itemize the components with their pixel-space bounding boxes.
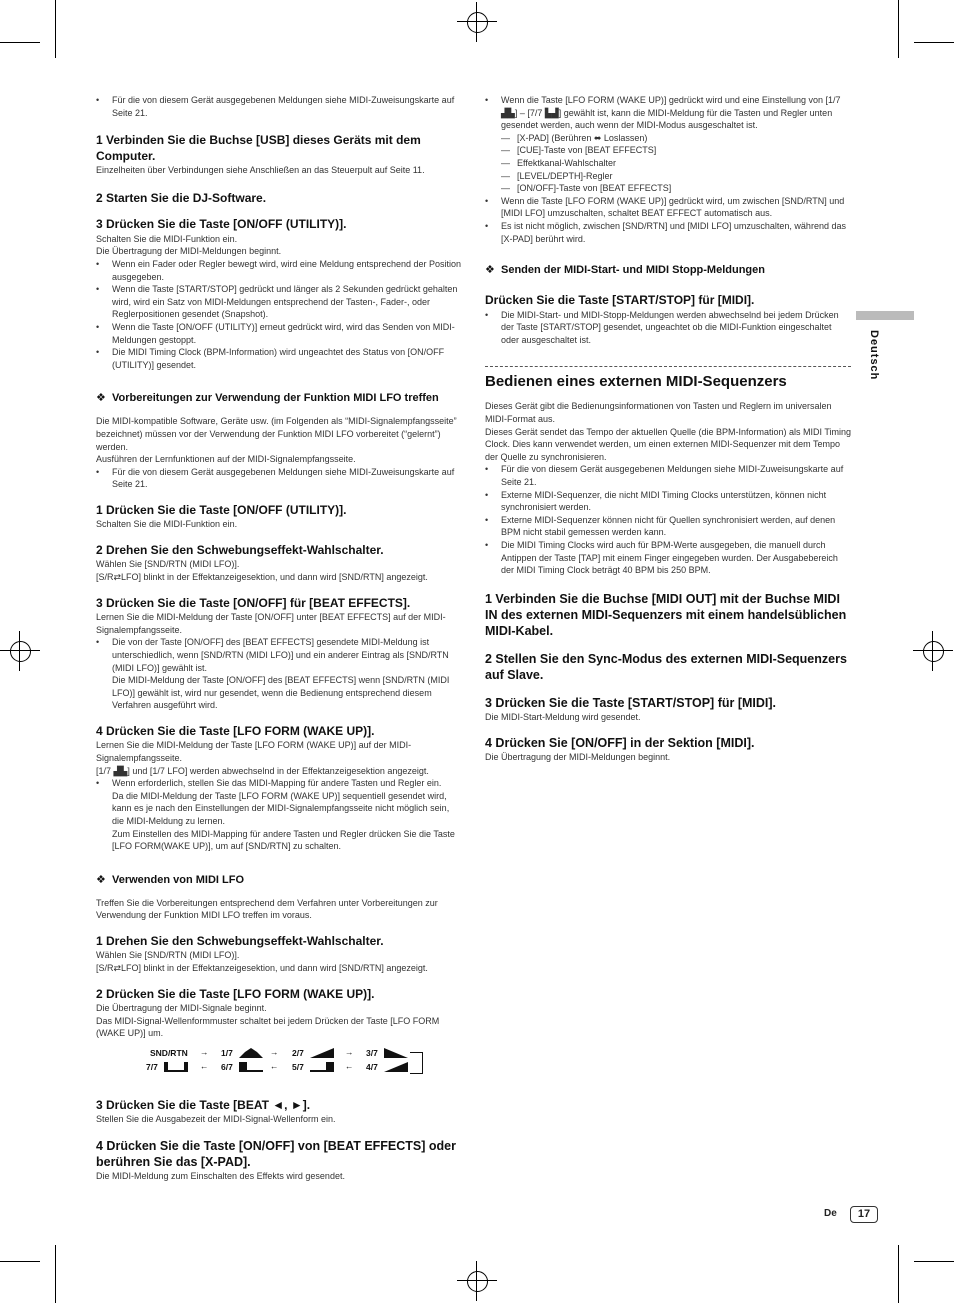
crop-mark (898, 0, 899, 58)
lfo-step: 1/7 (221, 1047, 233, 1058)
bullet: • Für die von diesem Gerät ausgegebenen Meldungen siehe MIDI-Zuweisungskarte auf Seite 21. (485, 463, 851, 488)
body-text: Die MIDI-Meldung der Taste [ON/OFF] des [BEAT EFFECTS] wenn [SND/RTN (MIDI LFO)] gewählt ist, wird nur gesendet, wenn die Bedienung entsprechend diesem Verfahren ausgeführt wird. (112, 675, 450, 711)
loop-bracket (410, 1052, 423, 1074)
dash-item: — [ON/OFF]-Taste von [BEAT EFFECTS] (485, 182, 851, 195)
bullet: • Für die von diesem Gerät ausgegebenen Meldungen siehe MIDI-Zuweisungskarte auf Seite 21. (96, 94, 462, 119)
body-text: Treffen Sie die Vorbereitungen entsprechend dem Verfahren unter Vorbereitungen zur Verwendung der Funktion MIDI LFO treffen im voraus. (96, 897, 438, 921)
body-text: Einzelheiten über Verbindungen siehe Anschließen an das Steuerpult auf Seite 11. (96, 165, 425, 176)
crop-mark (914, 1261, 954, 1262)
diamond-icon: ❖ (485, 264, 495, 277)
step-heading: 1 Drücken Sie die Taste [ON/OFF (UTILITY)]. (96, 502, 347, 517)
lfo-step: 6/7 (221, 1061, 233, 1072)
right-column (485, 94, 851, 764)
diamond-icon: ❖ (96, 873, 106, 886)
section-heading: Bedienen eines externen MIDI-Sequenzers (485, 366, 851, 392)
lfo-step: 3/7 (366, 1047, 378, 1058)
body-text: Stellen Sie die Ausgabezeit der MIDI-Signal-Wellenform ein. (96, 1114, 336, 1125)
dash-item: — Effektkanal-Wahlschalter (485, 157, 851, 170)
crop-mark (0, 42, 40, 43)
step-heading: 3 Drücken Sie die Taste [START/STOP] für [MIDI]. (485, 695, 777, 710)
waveform-icon (239, 1060, 263, 1074)
body-text: Zum Einstellen des MIDI-Mapping für andere Tasten und Regler drücken Sie die Taste [LFO FORM(WAKE UP)], um auf [SND/RTN] zu schalten. (112, 828, 455, 852)
bullet: • Für die von diesem Gerät ausgegebenen Meldungen siehe MIDI-Zuweisungskarte auf Seite 21. (96, 466, 462, 491)
left-column (96, 94, 462, 1183)
lfo-step: 5/7 (292, 1061, 304, 1072)
step-heading: Drücken Sie die Taste [START/STOP] für [MIDI]. (485, 293, 755, 308)
lfo-step: 4/7 (366, 1061, 378, 1072)
dash-item: — [LEVEL/DEPTH]-Regler (485, 170, 851, 183)
crop-mark (55, 1245, 56, 1303)
body-text: Lernen Sie die MIDI-Meldung der Taste [LFO FORM (WAKE UP)] auf der MIDI-Signalempfangsseite. (96, 740, 412, 763)
step-heading: 3 Drücken Sie die Taste [BEAT ◄, ►]. (96, 1097, 311, 1112)
bullet: • Die MIDI-Start- und MIDI-Stopp-Meldungen werden abwechselnd bei jedem Drücken der Taste [START/STOP] gesendet, ungeachtet ob die MIDI-Funktion eingeschaltet oder ausgeschaltet ist. (485, 309, 851, 347)
crop-mark (914, 42, 954, 43)
step-heading: 4 Drücken Sie die Taste [ON/OFF] von [BEAT EFFECTS] oder berühren Sie das [X-PAD]. (96, 1139, 456, 1169)
step-heading: 4 Drücken Sie die Taste [LFO FORM (WAKE UP)]. (96, 723, 375, 738)
bullet: • Wenn die Taste [ON/OFF (UTILITY)] erneut gedrückt wird, wird das Senden von MIDI-Meldungen gestoppt. (96, 321, 462, 346)
step-heading: 1 Verbinden Sie die Buchse [USB] dieses Geräts mit dem Computer. (96, 133, 421, 163)
dash-item: — [CUE]-Taste von [BEAT EFFECTS] (485, 144, 851, 157)
body-text: Das MIDI-Signal-Wellenformmuster schaltet bei jedem Drücken der Taste [LFO FORM (WAKE UP)] um. (96, 1015, 440, 1039)
bullet: • Es ist nicht möglich, zwischen [SND/RTN] und [MIDI LFO] umzuschalten, während das [X-PAD] berührt wird. (485, 220, 851, 245)
bullet: • Externe MIDI-Sequenzer, die nicht MIDI Timing Clocks unterstützen, können nicht synchronisiert werden. (485, 489, 851, 514)
arrow-right-icon: → (270, 1046, 279, 1057)
bullet: • Wenn ein Fader oder Regler bewegt wird, wird eine Meldung entsprechend der Position ausgegeben. (96, 258, 462, 283)
language-tab-label: Deutsch (868, 330, 880, 381)
step-heading: 2 Starten Sie die DJ-Software. (96, 190, 267, 205)
waveform-icon (310, 1046, 334, 1060)
crop-mark (55, 0, 56, 58)
diamond-icon: ❖ (96, 392, 106, 405)
lfo-step: 7/7 (146, 1061, 158, 1072)
body-text: Ausführen der Lernfunktionen auf der MIDI-Signalempfangsseite. (96, 454, 356, 465)
arrow-right-icon: → (200, 1046, 209, 1057)
step-heading: 2 Stellen Sie den Sync-Modus des externen MIDI-Sequenzers auf Slave. (485, 651, 847, 682)
waveform-icon (239, 1046, 263, 1060)
dash-item: — [X-PAD] (Berühren ⬌ Loslassen) (485, 132, 851, 145)
body-text: Dieses Gerät gibt die Bedienungsinformationen von Tasten und Reglern im universalen MIDI-Format aus. (485, 401, 832, 424)
body-text: Lernen Sie die MIDI-Meldung der Taste [ON/OFF] unter [BEAT EFFECTS] auf der MIDI-Signalempfangsseite. (96, 612, 446, 635)
body-text: Die MIDI-kompatible Software, Geräte usw. (im Folgenden als “MIDI-Signalempfangsseite” bezeichnet) müssen vor der Verwendung der Funktion MIDI LFO vorbereitet (“gelernt”) werden. (96, 416, 457, 452)
arrow-right-icon: → (345, 1046, 354, 1057)
step-heading: 2 Drücken Sie die Taste [LFO FORM (WAKE UP)]. (96, 986, 375, 1001)
step-heading: 1 Verbinden Sie die Buchse [MIDI OUT] mit der Buchse MIDI IN des externen MIDI-Sequenzers mit einem handelsüblichen MIDI-Kabel. (485, 591, 847, 638)
lfo-cycle-diagram (142, 1046, 472, 1090)
bullet: • Externe MIDI-Sequenzer können nicht für Quellen synchronisiert werden, auf denen BPM nicht stabil gemessen werden kann. (485, 514, 851, 539)
body-text: Wählen Sie [SND/RTN (MIDI LFO)]. (96, 950, 240, 961)
language-tab-bar (856, 311, 914, 320)
body-text: Die Übertragung der MIDI-Meldungen beginnt. (485, 752, 671, 763)
registration-mark-top (457, 2, 497, 42)
waveform-icon (384, 1060, 408, 1074)
body-text: [S/R⇄LFO] blinkt in der Effektanzeigesektion, und dann wird [SND/RTN] angezeigt. (96, 963, 428, 974)
body-text: Die Übertragung der MIDI-Meldungen beginnt. (96, 246, 282, 257)
step-heading: 3 Drücken Sie die Taste [ON/OFF] für [BEAT EFFECTS]. (96, 595, 411, 610)
registration-mark-left (0, 631, 40, 671)
waveform-icon (384, 1046, 408, 1060)
arrow-left-icon: ← (270, 1060, 279, 1071)
step-heading: 3 Drücken Sie die Taste [ON/OFF (UTILITY)]. (96, 217, 347, 232)
step-heading: 2 Drehen Sie den Schwebungseffekt-Wahlschalter. (96, 542, 384, 557)
lfo-step: 2/7 (292, 1047, 304, 1058)
body-text: Da die MIDI-Meldung der Taste [LFO FORM (WAKE UP)] sequentiell gesendet wird, kann es je nach den Einstellungen der MIDI-Signalempfangsseite nicht möglich sein, die MIDI-Meldung zu lernen. (112, 790, 450, 826)
bullet: • Die von der Taste [ON/OFF] des [BEAT EFFECTS] gesendete MIDI-Meldung ist unterschiedlich, wenn [SND/RTN (MIDI LFO)] und ein anderer Eintrag als [SND/RTN (MIDI LFO)] gewählt ist. (96, 636, 462, 674)
crop-mark (0, 1261, 40, 1262)
page-language: De (824, 1208, 837, 1219)
body-text: Wählen Sie [SND/RTN (MIDI LFO)]. (96, 559, 240, 570)
body-text: [1/7 ▟▙] und [1/7 LFO] werden abwechselnd in der Effektanzeigesektion angezeigt. (96, 765, 429, 776)
crop-mark (898, 1245, 899, 1303)
body-text: Die MIDI-Start-Meldung wird gesendet. (485, 711, 641, 722)
bullet: • Wenn die Taste [LFO FORM (WAKE UP)] gedrückt wird und eine Einstellung von [1/7 ▟▙] – [7/7 ▙▟] gewählt ist, kann die MIDI-Meldung für die Tasten und Regler unten gesendet werden, auch wenn der MIDI-Modus ausgeschaltet ist. (485, 94, 851, 132)
registration-mark-right (913, 631, 953, 671)
arrow-left-icon: ← (345, 1060, 354, 1071)
registration-mark-bottom (457, 1261, 497, 1301)
body-text: Schalten Sie die MIDI-Funktion ein. (96, 519, 238, 530)
body-text: Die Übertragung der MIDI-Signale beginnt. (96, 1003, 267, 1014)
subsection-heading: ❖ Vorbereitungen zur Verwendung der Funktion MIDI LFO treffen (96, 392, 439, 405)
bullet: • Die MIDI Timing Clocks wird auch für BPM-Werte ausgegeben, die manuell durch Antippen der Taste [TAP] mit einem Finger eingegeben wurden. Der Ausgabebereich der MIDI Timing Clock beträgt 40 BPM bis 250 BPM. (485, 539, 851, 577)
body-text: [S/R⇄LFO] blinkt in der Effektanzeigesektion, und dann wird [SND/RTN] angezeigt. (96, 572, 428, 583)
subsection-heading: ❖ Verwenden von MIDI LFO (96, 873, 245, 886)
lfo-step: SND/RTN (150, 1047, 188, 1058)
body-text: Dieses Gerät sendet das Tempo der aktuellen Quelle (die BPM-Information) als MIDI Timing Clock. Dies kann verwendet werden, um einen externen MIDI-Sequenzer mit dem Tempo der Quelle zu synchronisieren. (485, 426, 851, 462)
page-number: 17 (850, 1206, 878, 1223)
waveform-icon (164, 1060, 188, 1074)
bullet: • Wenn erforderlich, stellen Sie das MIDI-Mapping für andere Tasten und Regler ein. (96, 777, 462, 790)
bullet: • Wenn die Taste [LFO FORM (WAKE UP)] gedrückt wird, um zwischen [SND/RTN] und [MIDI LFO] umzuschalten, schaltet BEAT EFFECT automatisch aus. (485, 195, 851, 220)
arrow-left-icon: ← (200, 1060, 209, 1071)
bullet: • Wenn die Taste [START/STOP] gedrückt und länger als 2 Sekunden gedrückt gehalten wird, wird ein Satz von MIDI-Meldungen entsprechend der Tasten-, Fader-, oder Reglerpositionen gesendet (Snapshot). (96, 283, 462, 321)
body-text: Die MIDI-Meldung zum Einschalten des Effekts wird gesendet. (96, 1171, 345, 1181)
subsection-heading: ❖ Senden der MIDI-Start- und MIDI Stopp-Meldungen (485, 264, 765, 277)
bullet: • Die MIDI Timing Clock (BPM-Information) wird ungeachtet des Status von [ON/OFF (UTILITY)] gesendet. (96, 346, 462, 371)
step-heading: 4 Drücken Sie [ON/OFF] in der Sektion [MIDI]. (485, 736, 755, 751)
step-heading: 1 Drehen Sie den Schwebungseffekt-Wahlschalter. (96, 933, 384, 948)
body-text: Schalten Sie die MIDI-Funktion ein. (96, 233, 238, 244)
waveform-icon (310, 1060, 334, 1074)
